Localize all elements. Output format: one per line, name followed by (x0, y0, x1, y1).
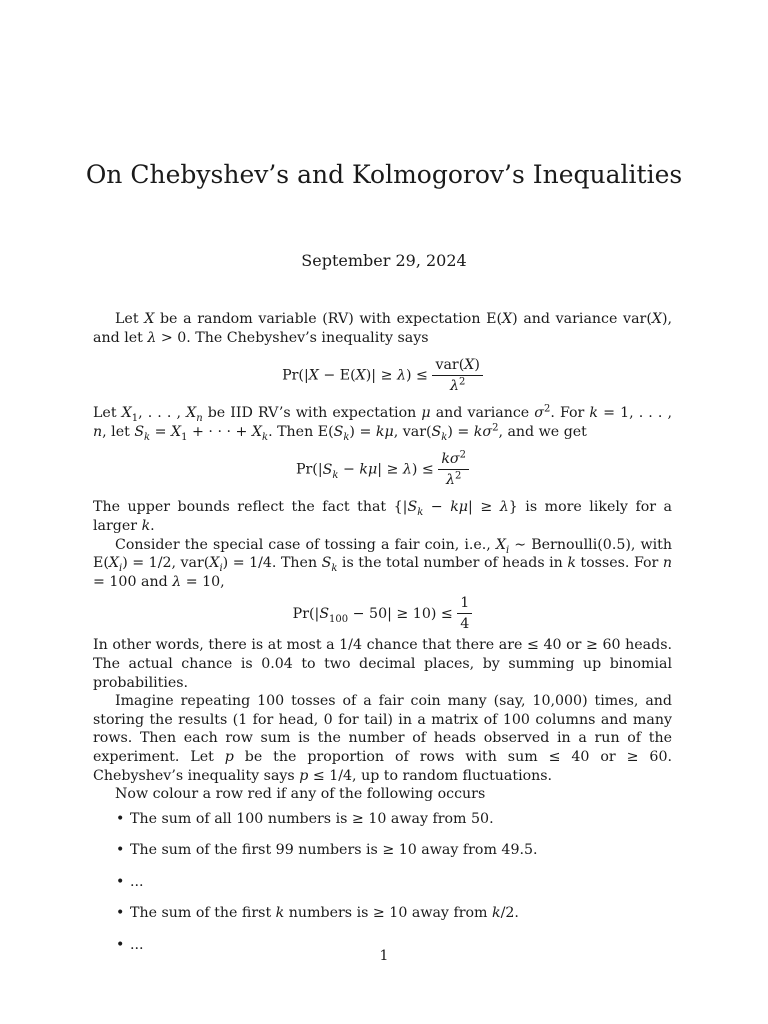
paragraph-coin: Consider the special case of tossing a fair coin, i.e., $X_i$ ∼ Bernoulli(0.5), with $E(X_i) = 1/2$, $var(X_i) = 1/4$. Then $S_k$ is the total number of heads in k tosses. For n = 100 and λ = 10, (93, 536, 672, 590)
paragraph-other-words: In other words, there is at most a 1/4 chance that there are ≤ 40 or ≥ 60 heads. The actual chance is 0.04 to two decimal places, by summing up binomial probabilities. (93, 637, 672, 691)
bullet-list (93, 810, 672, 955)
equation-sum (93, 451, 672, 488)
paragraph-colour: Now colour a row red if any of the following occurs (115, 786, 486, 803)
fraction-denominator: $\lambda^2$ (445, 470, 462, 489)
equation-chebyshev (93, 357, 672, 394)
list-item-text: ... (130, 873, 144, 890)
equation-coin (93, 595, 672, 632)
paragraph-iid: Let $X_1$, . . . , $X_n$ be IID RV’s with expectation μ and variance $\sigma^2$. For k = 1, . . . , n, let $S_k = X_1$ + · · · + $X_k$. Then $E(S_k) = k\mu$, $var(S_k) = k\sigma^2$, and we get (93, 403, 673, 443)
fraction-numerator: 1 (457, 595, 472, 614)
paragraph-intro: Let X be a random variable (RV) with expectation E(X) and variance var(X), and let λ > 0. The Chebyshev’s inequality says (93, 311, 673, 346)
fraction (438, 451, 469, 488)
page-number: 1 (379, 948, 389, 964)
list-item (116, 873, 672, 892)
equation-lhs: Pr(|X − E(X)| ≥ λ) ≤ (282, 367, 428, 384)
document-title: On Chebyshev’s and Kolmogorov’s Inequalities (85, 160, 683, 189)
list-item-text: The sum of the first k numbers is ≥ 10 away from k/2. (130, 905, 519, 922)
fraction-denominator: 4 (460, 616, 470, 633)
bullet-icon: • (116, 873, 125, 890)
paragraph-upper-bounds: The upper bounds reflect the fact that $\{|S_k - k\mu| \ge \lambda\}$ is more likely for a larger k. (93, 499, 672, 534)
list-item-text: ... (130, 937, 144, 954)
fraction-numerator: var(X) (432, 357, 482, 376)
bullet-icon: • (116, 842, 125, 859)
fraction (432, 357, 482, 394)
bullet-icon: • (116, 905, 125, 922)
document-body (93, 310, 672, 968)
list-item-text: The sum of the first 99 numbers is ≥ 10 away from 49.5. (130, 842, 538, 859)
list-item (116, 841, 672, 860)
paragraph-repeat: Imagine repeating 100 tosses of a fair coin many (say, 10,000) times, and storing the results (1 for head, 0 for tail) in a matrix of 100 columns and many rows. Then each row sum is the number of heads observed in a run of the experiment. Let p be the proportion of rows with sum ≤ 40 or ≥ 60. Chebyshev’s inequality says p ≤ 1/4, up to random fluctuations. (93, 693, 672, 784)
list-item-text: The sum of all 100 numbers is ≥ 10 away from 50. (130, 810, 494, 827)
equation-lhs: $Pr(|S_{100} - 50| \ge 10)$ ≤ (292, 605, 453, 625)
fraction-numerator: $k\sigma^2$ (438, 451, 469, 470)
bullet-icon: • (116, 937, 125, 954)
document-date: September 29, 2024 (301, 251, 467, 270)
list-item (116, 810, 672, 829)
equation-lhs: $Pr(|S_k - k\mu| \ge \lambda)$ ≤ (295, 461, 434, 481)
bullet-icon: • (116, 810, 125, 827)
fraction-denominator: $\lambda^2$ (449, 376, 466, 395)
list-item (116, 904, 672, 923)
fraction (457, 595, 472, 632)
